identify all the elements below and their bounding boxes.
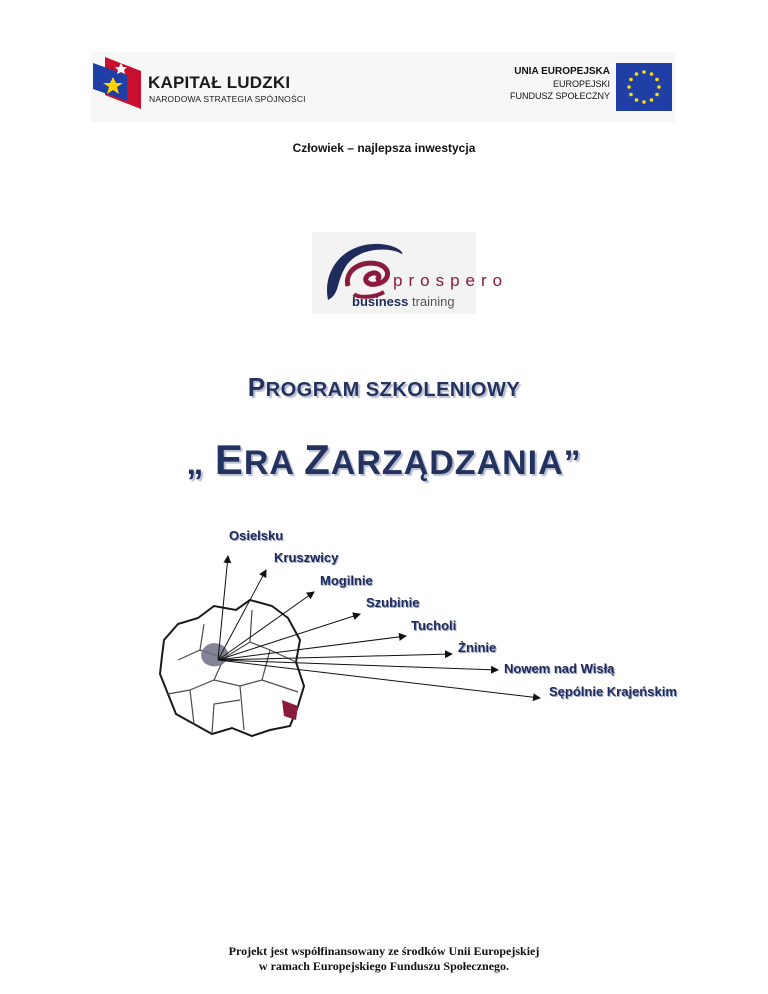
- era-title-close-quote: ”: [563, 444, 582, 482]
- slogan: Człowiek – najlepsza inwestycja: [292, 141, 476, 155]
- era-title-open-quote: „: [186, 444, 215, 482]
- town-label-kruszwicy: Kruszwicy: [274, 550, 339, 565]
- era-title-initial-1: E: [214, 436, 244, 483]
- kapital-ludzki-subtitle: NARODOWA STRATEGIA SPÓJNOŚCI: [149, 94, 306, 104]
- era-title-initial-2: Z: [304, 436, 331, 483]
- era-title-rest-2: ARZĄDZANIA: [330, 444, 564, 482]
- program-title-initial: P: [247, 372, 266, 402]
- prospero-tagline-rest: training: [408, 294, 455, 309]
- footer-line-2: w ramach Europejskiego Funduszu Społecznego.: [258, 959, 510, 973]
- program-title-rest: ROGRAM SZKOLENIOWY: [265, 379, 521, 401]
- ue-line-3: FUNDUSZ SPOŁECZNY: [509, 91, 610, 101]
- era-title-rest-1: RA: [243, 444, 305, 482]
- ue-line-1: UNIA EUROPEJSKA: [514, 66, 610, 77]
- town-label-zninie: Żninie: [458, 640, 497, 655]
- footer-line-1: Projekt jest współfinansowany ze środków Unii Europejskiej: [228, 944, 540, 958]
- town-label-tucholi: Tucholi: [411, 618, 457, 633]
- footer-note: [0, 944, 768, 974]
- kapital-ludzki-title: KAPITAŁ LUDZKI: [148, 73, 291, 92]
- prospero-wordmark: prospero: [393, 271, 509, 290]
- prospero-tagline-bold: business: [352, 294, 409, 309]
- town-label-szubinie: Szubinie: [366, 595, 420, 610]
- town-label-osielsku: Osielsku: [229, 528, 284, 543]
- town-label-nowem-nad-wisla: Nowem nad Wisłą: [504, 661, 615, 676]
- town-label-mogilnie: Mogilnie: [320, 573, 373, 588]
- ue-line-2: EUROPEJSKI: [552, 79, 610, 89]
- town-label-sepolnie-krajenskim: Sępólnie Krajeńskim: [549, 684, 677, 699]
